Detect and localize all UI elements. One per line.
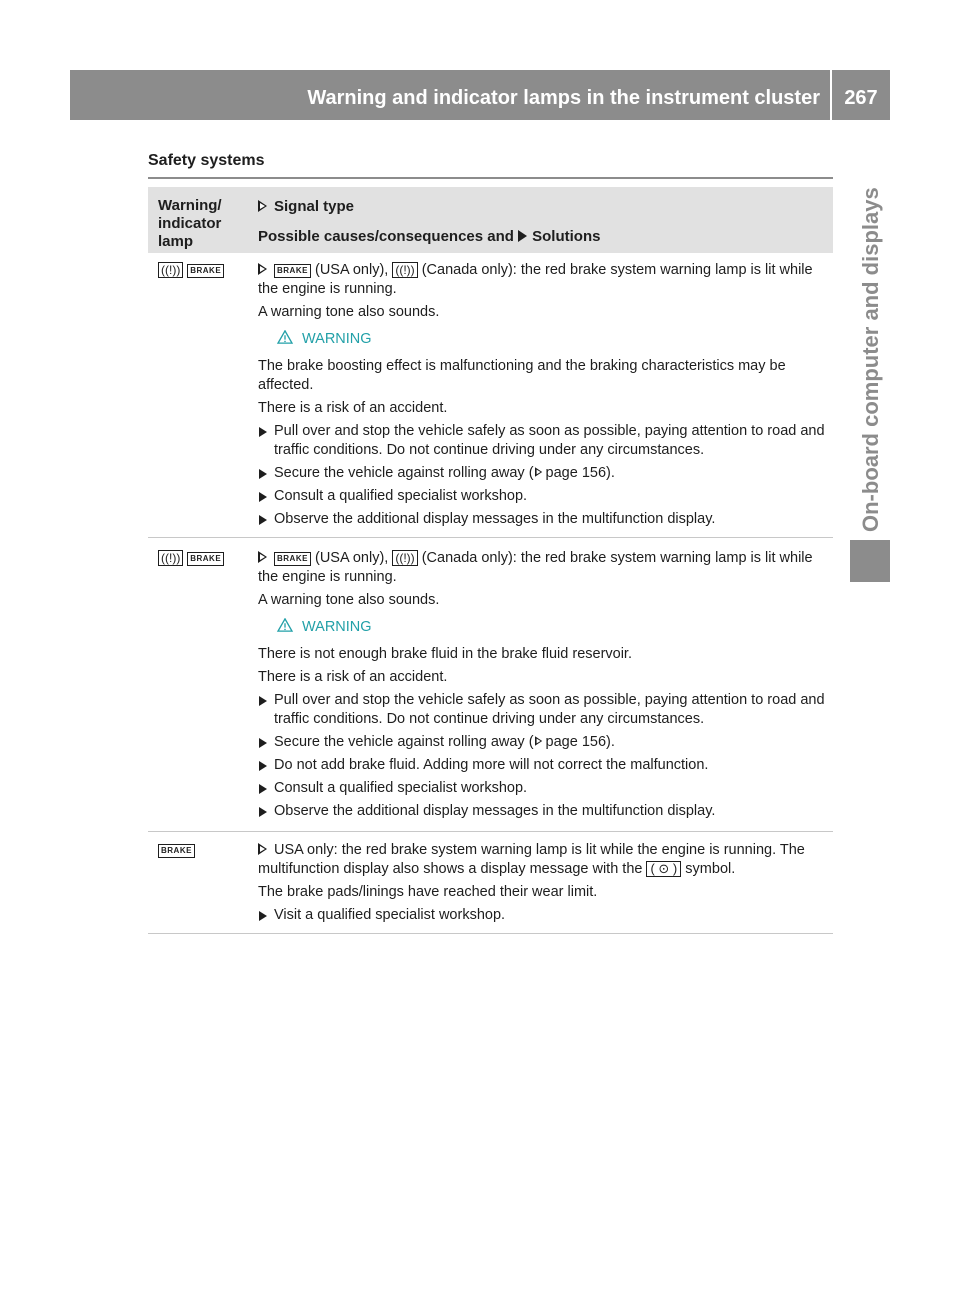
row-divider [148,933,833,934]
row-content [258,261,828,533]
side-chapter-label: On-board computer and displays [858,187,883,532]
list-item: Do not add brake fluid. Adding more will not correct the malfunction. [258,756,828,775]
table-row [148,541,833,829]
section-divider [148,177,833,179]
row-divider [148,537,833,538]
causes-label: Possible causes/consequences and [258,228,514,245]
brake-text-icon: BRAKE [274,264,311,278]
brake-warning-circle-icon: ((!)) [158,550,183,566]
info-text: The brake pads/linings have reached their wear limit. [258,884,598,900]
signal-description: BRAKE (USA only), ((!)) (Canada only): the red brake system warning lamp is lit while the engine is running. [258,550,813,585]
section-title: Safety systems [148,152,265,169]
page-reference-link[interactable]: page 156). [545,465,615,481]
side-chapter-marker [850,540,890,582]
warning-triangle-icon [276,618,294,632]
risk-text: There is a risk of an accident. [258,669,448,685]
risk-text: There is a risk of an accident. [258,400,448,416]
signal-type-icon [258,843,268,855]
signal-type-icon [258,551,268,563]
signal-type-label: Signal type [274,198,355,215]
header-title: Warning and indicator lamps in the instrument cluster [307,87,820,109]
page-number: 267 [844,87,878,109]
brake-warning-circle-icon: ((!)) [158,262,183,278]
page-reference-link[interactable]: page 156). [545,734,615,750]
signal-description: BRAKE (USA only), ((!)) (Canada only): the red brake system warning lamp is lit while the engine is running. [258,262,813,297]
solution-arrow-icon [518,230,527,242]
brake-text-icon: BRAKE [158,844,195,858]
brake-pads-icon: ( ⊙ ) [646,861,681,877]
brake-warning-circle-icon: ((!)) [392,262,417,278]
signal-type-icon [258,200,268,212]
list-item: Observe the additional display messages in the multifunction display. [258,510,828,529]
list-item: Consult a qualified specialist workshop. [258,779,828,798]
list-item: Visit a qualified specialist workshop. [258,906,828,925]
warning-label: WARNING [276,618,828,637]
signal-type-icon [258,263,268,275]
solutions-label: Solutions [532,228,601,245]
row-divider [148,831,833,832]
row-content [258,841,828,929]
warning-label: WARNING [276,330,828,349]
table-row [148,833,833,931]
list-item: Pull over and stop the vehicle safely as soon as possible, paying attention to road and traffic conditions. Do not continue driving under any circumstances. [258,691,828,729]
side-chapter-tab[interactable] [850,132,890,532]
brake-text-icon: BRAKE [187,264,224,278]
page-ref-icon [535,467,543,477]
signal-description: USA only: the red brake system warning lamp is lit while the engine is running. The multifunction display also shows a display message with the ( ⊙ ) symbol. [258,842,805,877]
warning-triangle-icon [276,330,294,344]
tone-text: A warning tone also sounds. [258,304,440,320]
warning-text: There is not enough brake fluid in the brake fluid reservoir. [258,646,632,662]
column-header-lamp: Warning/ indicator lamp [158,197,222,250]
list-item: Pull over and stop the vehicle safely as soon as possible, paying attention to road and traffic conditions. Do not continue driving under any circumstances. [258,422,828,460]
tone-text: A warning tone also sounds. [258,592,440,608]
lamp-cell [158,841,195,858]
list-item: Observe the additional display messages in the multifunction display. [258,802,828,821]
brake-warning-circle-icon: ((!)) [392,550,417,566]
lamp-cell [158,261,224,278]
column-header-signal [258,197,600,257]
brake-text-icon: BRAKE [274,552,311,566]
brake-text-icon: BRAKE [187,552,224,566]
list-item: Consult a qualified specialist workshop. [258,487,828,506]
table-row [148,253,833,527]
list-item: Secure the vehicle against rolling away ( page 156). [258,464,828,483]
page-ref-icon [535,736,543,746]
row-content [258,549,828,825]
list-item: Secure the vehicle against rolling away ( page 156). [258,733,828,752]
lamp-cell [158,549,224,566]
table-header [148,187,833,253]
warning-text: The brake boosting effect is malfunctioning and the braking characteristics may be affected. [258,358,786,393]
